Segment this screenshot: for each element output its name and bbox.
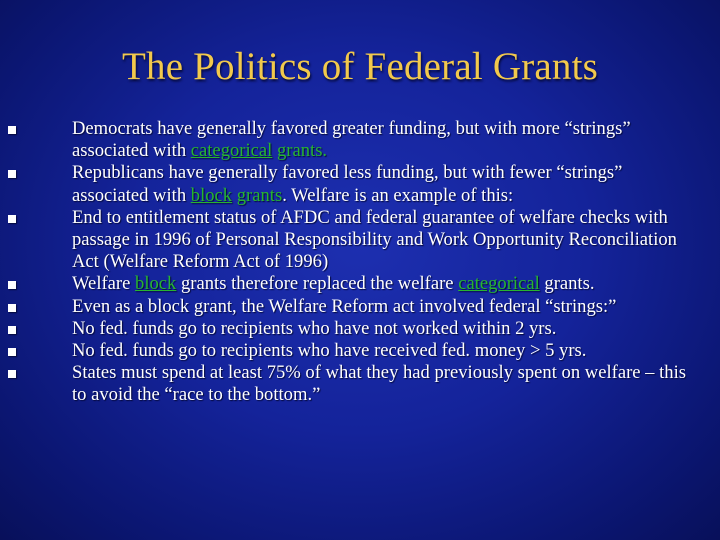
bullet-text: No fed. funds go to recipients who have received fed. money > 5 yrs.	[72, 340, 587, 362]
square-bullet-icon	[8, 281, 16, 289]
bullet-item-strings	[0, 296, 720, 318]
bullet-item-states-spend	[0, 362, 720, 406]
bullet-text: grants.	[539, 273, 595, 295]
bullet-item-not-worked	[0, 318, 720, 340]
square-bullet-icon	[8, 326, 16, 334]
bullet-text: . Welfare is an example of this:	[282, 184, 514, 206]
keyword-grants: grants	[236, 184, 283, 206]
square-bullet-icon	[8, 215, 16, 223]
bullet-item-republicans	[0, 162, 720, 206]
keyword-link-categorical[interactable]: categorical	[190, 140, 273, 162]
slide-title: The Politics of Federal Grants	[121, 45, 599, 88]
square-bullet-icon	[8, 348, 16, 356]
square-bullet-icon	[8, 170, 16, 178]
bullet-text: grants therefore replaced the welfare	[176, 273, 459, 295]
square-bullet-icon	[8, 126, 16, 134]
square-bullet-icon	[8, 304, 16, 312]
keyword-grants: grants.	[276, 140, 328, 162]
bullet-text: Even as a block grant, the Welfare Reform act involved federal “strings:”	[72, 295, 617, 317]
bullet-item-welfare-block	[0, 273, 720, 295]
square-bullet-icon	[8, 370, 16, 378]
bullet-text: End to entitlement status of AFDC and federal guarantee of welfare checks with passage in 1996 of Personal Responsibility and Work Opportunity Reconciliation Act (Welfare Reform Act of 1996)	[72, 206, 677, 273]
bullet-text: Republicans have generally favored less funding, but with fewer “strings” associated with	[72, 162, 623, 206]
keyword-link-block[interactable]: block	[190, 184, 233, 206]
bullet-list	[0, 118, 720, 407]
bullet-text: States must spend at least 75% of what they had previously spent on welfare – this to avoid the “race to the bottom.”	[72, 362, 686, 406]
keyword-link-block[interactable]: block	[135, 273, 177, 295]
bullet-text: No fed. funds go to recipients who have not worked within 2 yrs.	[72, 317, 557, 339]
keyword-link-categorical[interactable]: categorical	[458, 273, 540, 295]
bullet-item-afdc	[0, 207, 720, 274]
bullet-text: Democrats have generally favored greater funding, but with more “strings” associated with	[72, 118, 631, 162]
bullet-text: Welfare	[72, 273, 136, 295]
bullet-item-democrats	[0, 118, 720, 162]
bullet-item-five-years	[0, 340, 720, 362]
